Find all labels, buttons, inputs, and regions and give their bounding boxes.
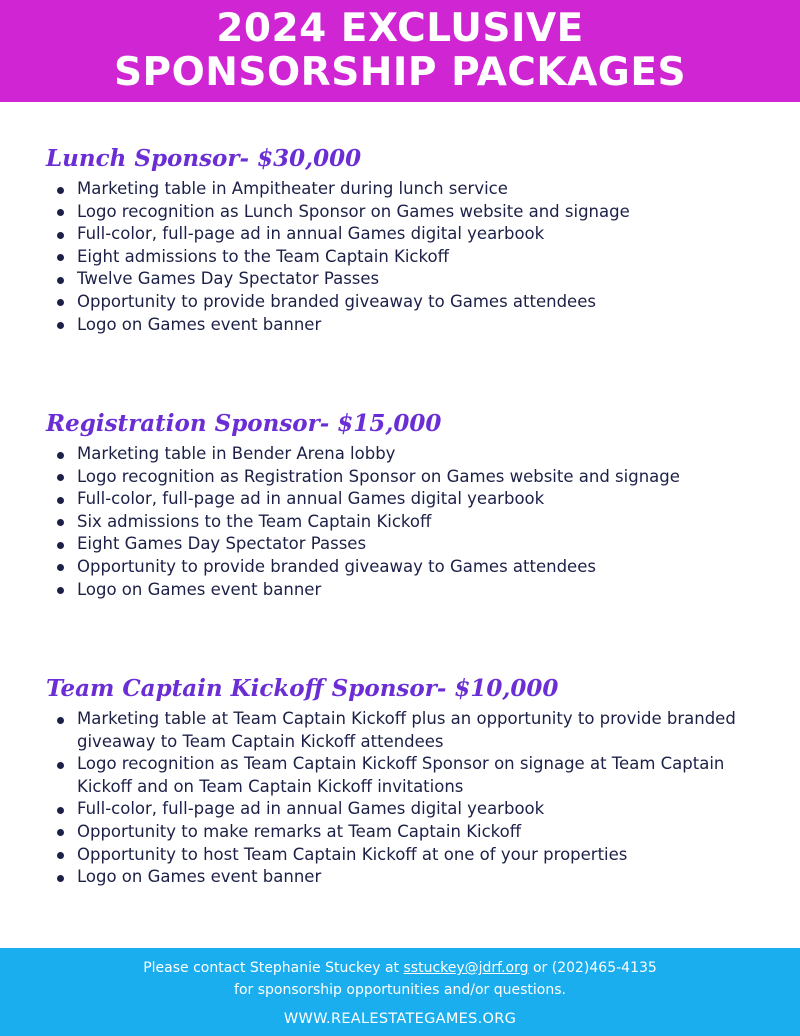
list-item: Marketing table in Ampitheater during lunch service (0, 178, 800, 201)
contact-line (0, 959, 800, 977)
list-item: Opportunity to provide branded giveaway to Games attendees (0, 291, 800, 314)
section-title: Team Captain Kickoff Sponsor- $10,000 (46, 675, 559, 702)
section-title: Registration Sponsor- $15,000 (46, 410, 442, 437)
contact-note: for sponsorship opportunities and/or questions. (234, 982, 566, 998)
page-footer (0, 948, 800, 1036)
list-item: Logo recognition as Team Captain Kickoff Sponsor on signage at Team Captain Kickoff and on Team Captain Kickoff invitations (0, 753, 800, 798)
contact-phone: or (202)465-4135 (528, 960, 657, 976)
header-title-line-2: SPONSORSHIP PACKAGES (113, 50, 687, 95)
website-link[interactable]: WWW.REALESTATEGAMES.ORG (283, 1011, 517, 1027)
list-item: Logo recognition as Lunch Sponsor on Games website and signage (0, 201, 800, 224)
page-header (0, 0, 800, 102)
list-item: Logo on Games event banner (0, 866, 800, 889)
list-item: Six admissions to the Team Captain Kickoff (0, 511, 800, 534)
contact-prefix: Please contact Stephanie Stuckey at (143, 960, 404, 976)
list-item: Twelve Games Day Spectator Passes (0, 268, 800, 291)
header-title-line-1: 2024 EXCLUSIVE (216, 6, 584, 51)
benefit-list (0, 178, 800, 336)
list-item: Full-color, full-page ad in annual Games digital yearbook (0, 798, 800, 821)
email-link[interactable]: sstuckey@jdrf.org (403, 960, 529, 976)
list-item: Opportunity to make remarks at Team Captain Kickoff (0, 821, 800, 844)
list-item: Opportunity to host Team Captain Kickoff at one of your properties (0, 844, 800, 867)
list-item: Marketing table in Bender Arena lobby (0, 443, 800, 466)
list-item: Opportunity to provide branded giveaway to Games attendees (0, 556, 800, 579)
benefit-list (0, 443, 800, 601)
list-item: Logo recognition as Registration Sponsor on Games website and signage (0, 466, 800, 489)
list-item: Full-color, full-page ad in annual Games digital yearbook (0, 488, 800, 511)
list-item: Logo on Games event banner (0, 579, 800, 602)
list-item: Full-color, full-page ad in annual Games digital yearbook (0, 223, 800, 246)
list-item: Marketing table at Team Captain Kickoff plus an opportunity to provide branded giveaway to Team Captain Kickoff attendees (0, 708, 800, 753)
benefit-list (0, 708, 800, 889)
section-title: Lunch Sponsor- $30,000 (46, 145, 362, 172)
list-item: Logo on Games event banner (0, 314, 800, 337)
list-item: Eight Games Day Spectator Passes (0, 533, 800, 556)
list-item: Eight admissions to the Team Captain Kickoff (0, 246, 800, 269)
